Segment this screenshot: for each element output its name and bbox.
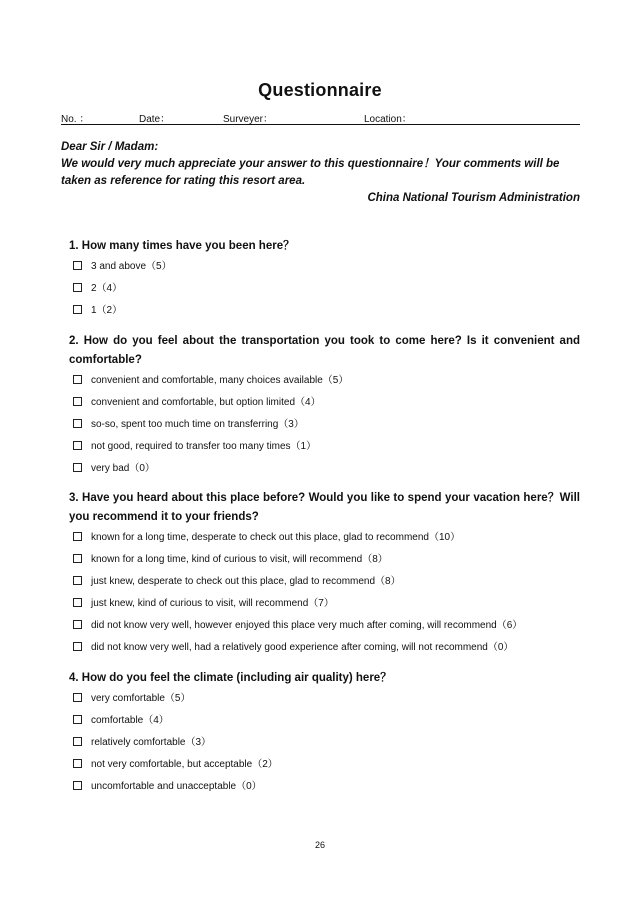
- option-label: not very comfortable, but acceptable（2）: [91, 759, 278, 770]
- checkbox-icon[interactable]: [73, 261, 82, 270]
- intro-signature: China National Tourism Administration: [367, 192, 580, 204]
- question-3: [69, 489, 580, 659]
- option-label: very bad（0）: [91, 463, 155, 474]
- option-item[interactable]: [69, 593, 580, 615]
- checkbox-icon[interactable]: [73, 642, 82, 651]
- option-item[interactable]: [69, 571, 580, 593]
- intro-message: We would very much appreciate your answer to this questionnaire！Your comments will be taken as reference for rating this resort area.: [61, 158, 560, 187]
- option-label: 2（4）: [91, 283, 123, 294]
- option-item[interactable]: [69, 688, 580, 710]
- option-label: known for a long time, desperate to check out this place, glad to recommend（10）: [91, 532, 461, 543]
- header-no-label: No. ：: [61, 114, 90, 125]
- option-label: did not know very well, had a relatively good experience after coming, will not recommend（0）: [91, 642, 514, 653]
- option-label: convenient and comfortable, many choices available（5）: [91, 375, 349, 386]
- option-item[interactable]: [69, 256, 580, 278]
- option-item[interactable]: [69, 615, 580, 637]
- checkbox-icon[interactable]: [73, 375, 82, 384]
- option-item[interactable]: [69, 710, 580, 732]
- option-item[interactable]: [69, 278, 580, 300]
- question-title: 2. How do you feel about the transportation you took to come here? Is it convenient and comfortable?: [69, 335, 580, 366]
- header-surveyer-label: Surveyer：: [223, 114, 274, 125]
- option-label: not good, required to transfer too many times（1）: [91, 441, 317, 452]
- option-label: very comfortable（5）: [91, 693, 191, 704]
- option-item[interactable]: [69, 776, 580, 798]
- option-item[interactable]: [69, 458, 580, 480]
- option-label: comfortable（4）: [91, 715, 169, 726]
- checkbox-icon[interactable]: [73, 693, 82, 702]
- checkbox-icon[interactable]: [73, 441, 82, 450]
- intro-greeting: Dear Sir / Madam:: [61, 141, 159, 153]
- question-4: [69, 669, 580, 798]
- checkbox-icon[interactable]: [73, 532, 82, 541]
- checkbox-icon[interactable]: [73, 620, 82, 629]
- option-item[interactable]: [69, 754, 580, 776]
- checkbox-icon[interactable]: [73, 419, 82, 428]
- checkbox-icon[interactable]: [73, 759, 82, 768]
- checkbox-icon[interactable]: [73, 283, 82, 292]
- question-1: [69, 237, 580, 322]
- option-item[interactable]: [69, 436, 580, 458]
- option-label: convenient and comfortable, but option limited（4）: [91, 397, 321, 408]
- checkbox-icon[interactable]: [73, 554, 82, 563]
- checkbox-icon[interactable]: [73, 781, 82, 790]
- option-item[interactable]: [69, 414, 580, 436]
- survey-header-row: [61, 110, 580, 125]
- option-item[interactable]: [69, 732, 580, 754]
- option-label: just knew, kind of curious to visit, will recommend（7）: [91, 598, 334, 609]
- option-label: 1（2）: [91, 305, 123, 316]
- header-date-label: Date：: [139, 114, 171, 125]
- question-2: [69, 332, 580, 480]
- question-title: 3. Have you heard about this place before? Would you like to spend your vacation here？Will you recommend it to your friends?: [69, 492, 580, 523]
- checkbox-icon[interactable]: [73, 715, 82, 724]
- option-item[interactable]: [69, 527, 580, 549]
- option-item[interactable]: [69, 392, 580, 414]
- option-item[interactable]: [69, 300, 580, 322]
- question-title: 4. How do you feel the climate (including air quality) here？: [69, 672, 392, 684]
- option-label: did not know very well, however enjoyed this place very much after coming, will recommend（6）: [91, 620, 523, 631]
- option-item[interactable]: [69, 370, 580, 392]
- page-number: 26: [314, 840, 325, 850]
- option-label: uncomfortable and unacceptable（0）: [91, 781, 262, 792]
- option-label: relatively comfortable（3）: [91, 737, 212, 748]
- option-label: 3 and above（5）: [91, 261, 172, 272]
- checkbox-icon[interactable]: [73, 576, 82, 585]
- page-title: Questionnaire: [258, 80, 382, 100]
- option-label: known for a long time, kind of curious to visit, will recommend（8）: [91, 554, 388, 565]
- header-location-label: Location：: [364, 114, 412, 125]
- option-label: just knew, desperate to check out this place, glad to recommend（8）: [91, 576, 401, 587]
- checkbox-icon[interactable]: [73, 737, 82, 746]
- checkbox-icon[interactable]: [73, 463, 82, 472]
- question-title: 1. How many times have you been here？: [69, 240, 295, 252]
- intro-section: [61, 139, 580, 207]
- checkbox-icon[interactable]: [73, 397, 82, 406]
- checkbox-icon[interactable]: [73, 598, 82, 607]
- option-item[interactable]: [69, 637, 580, 659]
- checkbox-icon[interactable]: [73, 305, 82, 314]
- option-label: so-so, spent too much time on transferring（3）: [91, 419, 304, 430]
- option-item[interactable]: [69, 549, 580, 571]
